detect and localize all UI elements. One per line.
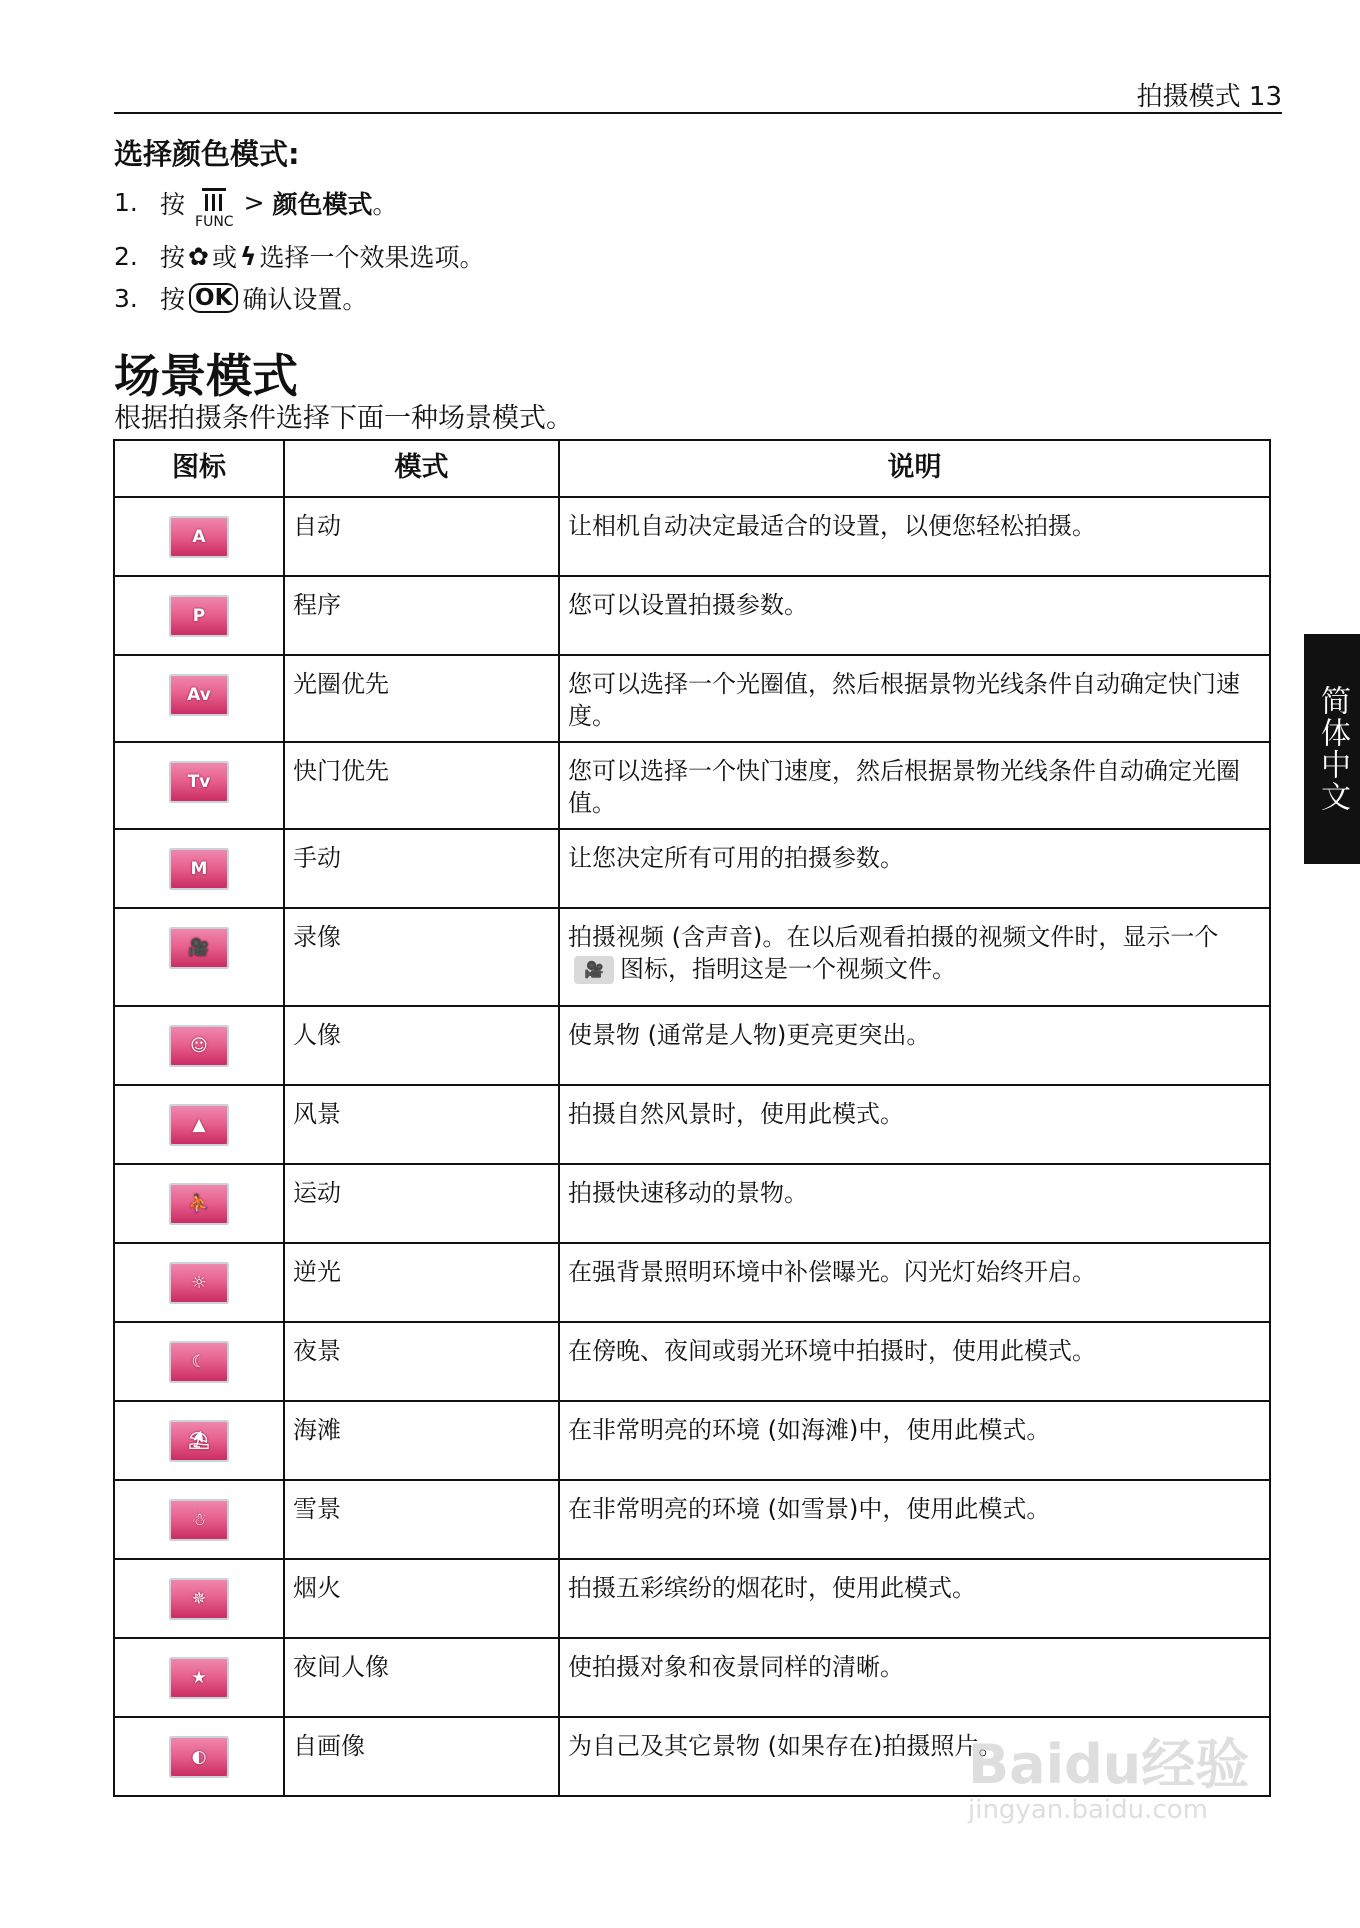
scene-mode-intro: 根据拍摄条件选择下面一种场景模式。 — [114, 403, 573, 434]
mode-name-cell: 运动 — [285, 1165, 560, 1242]
table-row — [115, 1242, 1269, 1321]
description-text: 您可以选择一个光圈值，然后根据景物光线条件自动确定快门速度。 — [568, 670, 1240, 730]
icon-glyph: ▲ — [192, 1115, 206, 1135]
icon-cell — [115, 1718, 285, 1795]
icon-glyph: ★ — [191, 1668, 207, 1688]
icon-cell — [115, 743, 285, 828]
icon-glyph: P — [192, 606, 206, 626]
icon-cell — [115, 1244, 285, 1321]
description-cell — [560, 1402, 1269, 1479]
icon-cell — [115, 1323, 285, 1400]
landscape-scene-icon — [169, 1104, 229, 1146]
table-row — [115, 1163, 1269, 1242]
step-gt: > — [243, 188, 265, 217]
icon-glyph: ☾ — [191, 1352, 207, 1372]
step-or: 或 — [211, 243, 237, 272]
icon-glyph: ☃ — [191, 1510, 207, 1530]
macro-icon: ✿ — [188, 241, 209, 271]
self-portrait-icon — [169, 1736, 229, 1778]
night-scene-icon — [169, 1341, 229, 1383]
sports-scene-icon — [169, 1183, 229, 1225]
table-row — [115, 496, 1269, 575]
description-cell — [560, 1639, 1269, 1716]
icon-glyph: ⛱ — [188, 1431, 210, 1451]
step-number: 3. — [114, 283, 138, 313]
description-cell — [560, 1086, 1269, 1163]
mode-name-cell: 夜景 — [285, 1323, 560, 1400]
table-row — [115, 1637, 1269, 1716]
description-text: 您可以设置拍摄参数。 — [568, 591, 808, 619]
description-text: 使景物 (通常是人物)更亮更突出。 — [568, 1021, 931, 1049]
description-text: 拍摄五彩缤纷的烟花时，使用此模式。 — [568, 1574, 976, 1602]
description-cell — [560, 743, 1269, 828]
mode-name-cell: 自画像 — [285, 1718, 560, 1795]
mode-name-cell: 录像 — [285, 909, 560, 1005]
step-number: 2. — [114, 241, 138, 271]
header-title: 拍摄模式 — [1136, 82, 1241, 112]
watermark-url: jingyan.baidu.com — [968, 1795, 1208, 1825]
mode-name-cell: 烟火 — [285, 1560, 560, 1637]
icon-glyph: A — [192, 527, 206, 547]
description-tail: 图标，指明这是一个视频文件。 — [620, 955, 956, 983]
func-label: FUNC — [195, 214, 234, 230]
watermark — [968, 1722, 1249, 1825]
fireworks-scene-icon — [169, 1578, 229, 1620]
flash-icon: ϟ — [239, 241, 257, 271]
beach-scene-icon — [169, 1420, 229, 1462]
description-text: 在非常明亮的环境 (如雪景)中，使用此模式。 — [568, 1495, 1051, 1523]
table-row — [115, 654, 1269, 741]
step-press: 按 — [160, 285, 186, 314]
icon-glyph: Tv — [187, 772, 211, 792]
night-portrait-icon — [169, 1657, 229, 1699]
color-mode-title: 选择颜色模式: — [114, 137, 300, 171]
snow-scene-icon — [169, 1499, 229, 1541]
icon-glyph: ☺ — [190, 1036, 208, 1056]
icon-glyph: ☼ — [191, 1273, 207, 1293]
description-text: 在傍晚、夜间或弱光环境中拍摄时，使用此模式。 — [568, 1337, 1096, 1365]
program-scene-icon — [169, 595, 229, 637]
mode-name-cell: 风景 — [285, 1086, 560, 1163]
description-cell — [560, 1244, 1269, 1321]
description-cell — [560, 498, 1269, 575]
description-text: 使拍摄对象和夜景同样的清晰。 — [568, 1653, 904, 1681]
description-cell — [560, 1165, 1269, 1242]
description-text: 您可以选择一个快门速度，然后根据景物光线条件自动确定光圈值。 — [568, 757, 1240, 817]
description-cell — [560, 1481, 1269, 1558]
scene-mode-table — [113, 439, 1271, 1797]
icon-cell — [115, 577, 285, 654]
mode-name-cell: 光圈优先 — [285, 656, 560, 741]
shutter-priority-icon — [169, 761, 229, 803]
table-row — [115, 1084, 1269, 1163]
page-header — [114, 72, 1282, 114]
description-text: 拍摄视频 (含声音)。在以后观看拍摄的视频文件时，显示一个 — [568, 923, 1219, 951]
table-row — [115, 1400, 1269, 1479]
func-button-icon — [195, 188, 234, 229]
icon-cell — [115, 1007, 285, 1084]
mode-name-cell: 雪景 — [285, 1481, 560, 1558]
description-cell — [560, 1560, 1269, 1637]
auto-scene-icon — [169, 516, 229, 558]
step-2 — [114, 238, 485, 274]
table-row — [115, 1479, 1269, 1558]
icon-glyph: 🎥 — [188, 938, 210, 958]
language-tab-label: 简体中文 — [1315, 685, 1350, 813]
table-row — [115, 907, 1269, 1005]
description-text: 拍摄自然风景时，使用此模式。 — [568, 1100, 904, 1128]
mode-name-cell: 人像 — [285, 1007, 560, 1084]
manual-scene-icon — [169, 848, 229, 890]
portrait-scene-icon — [169, 1025, 229, 1067]
icon-cell — [115, 909, 285, 1005]
column-header-mode: 模式 — [285, 441, 560, 496]
step-1 — [114, 182, 398, 230]
icon-glyph: ◐ — [191, 1747, 207, 1767]
step-press: 按 — [160, 243, 186, 272]
column-header-icon: 图标 — [115, 441, 285, 496]
icon-cell — [115, 1560, 285, 1637]
icon-cell — [115, 656, 285, 741]
description-cell — [560, 1007, 1269, 1084]
mode-name-cell: 自动 — [285, 498, 560, 575]
scene-mode-heading: 场景模式 — [114, 349, 298, 403]
color-mode-target: 颜色模式 — [272, 189, 373, 219]
mode-name-cell: 手动 — [285, 830, 560, 907]
language-tab — [1304, 634, 1360, 864]
table-row — [115, 828, 1269, 907]
description-text: 让您决定所有可用的拍摄参数。 — [568, 844, 904, 872]
mode-name-cell: 海滩 — [285, 1402, 560, 1479]
icon-glyph: ⛹ — [188, 1194, 210, 1214]
description-text: 为自己及其它景物 (如果存在)拍摄照片。 — [568, 1732, 1003, 1760]
description-cell — [560, 577, 1269, 654]
description-text: 在非常明亮的环境 (如海滩)中，使用此模式。 — [568, 1416, 1051, 1444]
aperture-priority-icon — [169, 674, 229, 716]
video-file-icon: 🎥 — [574, 956, 614, 984]
icon-cell — [115, 498, 285, 575]
icon-cell — [115, 1481, 285, 1558]
step-rest: 选择一个效果选项。 — [259, 243, 485, 272]
step-press: 按 — [160, 189, 186, 219]
icon-glyph: Av — [187, 685, 211, 705]
watermark-logo: Baidu经验 — [968, 1733, 1250, 1796]
icon-glyph: ✵ — [191, 1589, 207, 1609]
step-rest: 确认设置。 — [242, 285, 368, 314]
header-text — [1137, 76, 1282, 113]
table-header-row — [115, 441, 1269, 496]
description-cell — [560, 1323, 1269, 1400]
icon-cell — [115, 1165, 285, 1242]
ok-button-icon: OK — [189, 283, 238, 313]
table-row — [115, 1321, 1269, 1400]
table-row — [115, 1558, 1269, 1637]
mode-name-cell: 程序 — [285, 577, 560, 654]
description-text: 拍摄快速移动的景物。 — [568, 1179, 808, 1207]
mode-name-cell: 逆光 — [285, 1244, 560, 1321]
description-cell — [560, 656, 1269, 741]
description-cell — [560, 909, 1269, 1005]
description-text: 在强背景照明环境中补偿曝光。闪光灯始终开启。 — [568, 1258, 1096, 1286]
step-number: 1. — [114, 188, 138, 217]
page-number: 13 — [1248, 82, 1282, 112]
icon-cell — [115, 1402, 285, 1479]
step-end: 。 — [372, 189, 398, 219]
icon-cell — [115, 1086, 285, 1163]
mode-name-cell: 快门优先 — [285, 743, 560, 828]
description-cell — [560, 830, 1269, 907]
step-3 — [114, 280, 367, 316]
icon-cell — [115, 830, 285, 907]
icon-cell — [115, 1639, 285, 1716]
icon-glyph: M — [190, 859, 208, 879]
mode-name-cell: 夜间人像 — [285, 1639, 560, 1716]
column-header-description: 说明 — [887, 452, 942, 483]
backlight-scene-icon — [169, 1262, 229, 1304]
table-row — [115, 575, 1269, 654]
table-row — [115, 741, 1269, 828]
table-row — [115, 1005, 1269, 1084]
description-text: 让相机自动决定最适合的设置，以便您轻松拍摄。 — [568, 512, 1096, 540]
movie-scene-icon — [169, 927, 229, 969]
